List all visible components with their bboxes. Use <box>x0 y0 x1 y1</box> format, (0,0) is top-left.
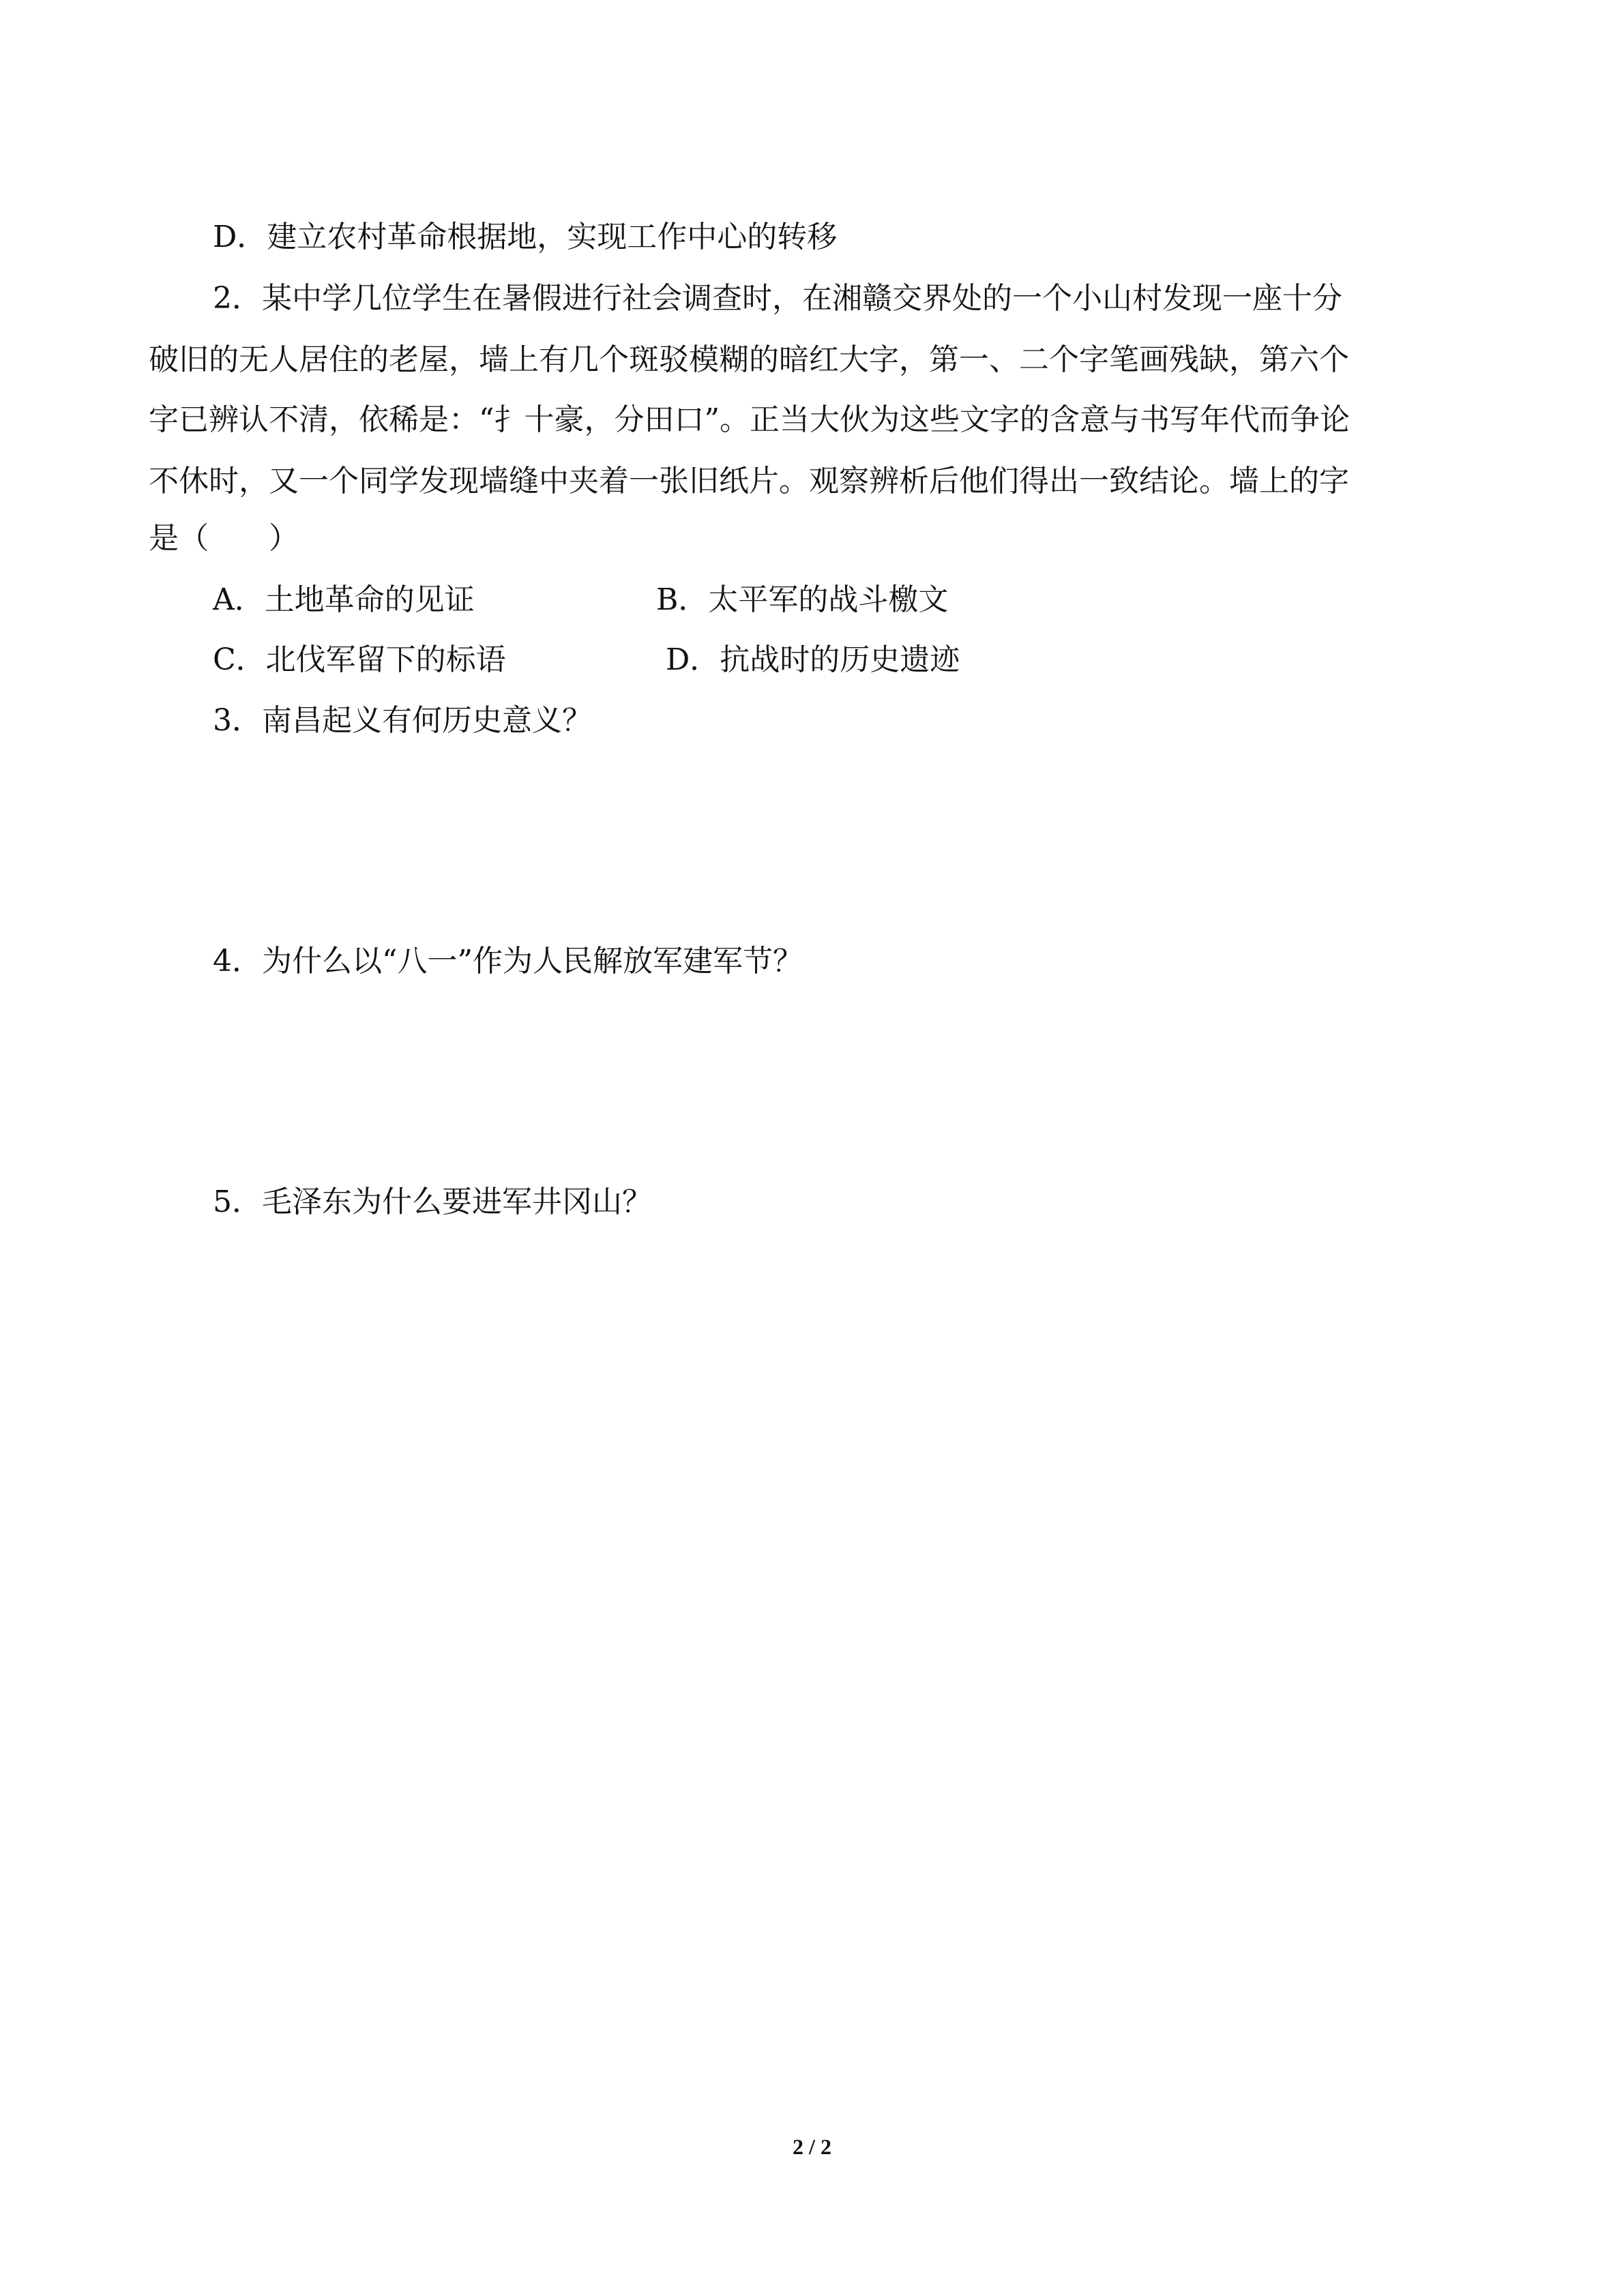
q2-option-a: A．土地革命的见证 <box>213 582 475 617</box>
q3-question: 3．南昌起义有何历史意义？ <box>213 703 592 738</box>
q4-question: 4．为什么以“八一”作为人民解放军建军节？ <box>213 944 803 979</box>
q2-stem-line-2: 破旧的无人居住的老屋，墙上有几个斑驳模糊的暗红大字，第一、二个字笔画残缺，第六个 <box>149 342 1349 377</box>
q2-option-d: D．抗战时的历史遗迹 <box>666 642 960 677</box>
q2-stem-line-3: 字已辨认不清，依稀是：“扌十豪，分田口”。正当大伙为这些文字的含意与书写年代而争论 <box>149 402 1350 437</box>
q2-option-c: C．北伐军留下的标语 <box>213 642 506 677</box>
q2-stem-line-5: 是（ ） <box>149 521 299 556</box>
q2-stem-line-1: 2．某中学几位学生在暑假进行社会调查时，在湘赣交界处的一个小山村发现一座十分 <box>213 281 1342 316</box>
page-number: 2 / 2 <box>793 2134 831 2159</box>
q2-option-b: B．太平军的战斗檄文 <box>656 582 949 617</box>
q2-stem-line-4: 不休时，又一个同学发现墙缝中夹着一张旧纸片。观察辨析后他们得出一致结论。墙上的字 <box>149 464 1349 498</box>
q5-question: 5．毛泽东为什么要进军井冈山？ <box>213 1184 652 1219</box>
q1-option-d: D．建立农村革命根据地，实现工作中心的转移 <box>213 220 838 254</box>
